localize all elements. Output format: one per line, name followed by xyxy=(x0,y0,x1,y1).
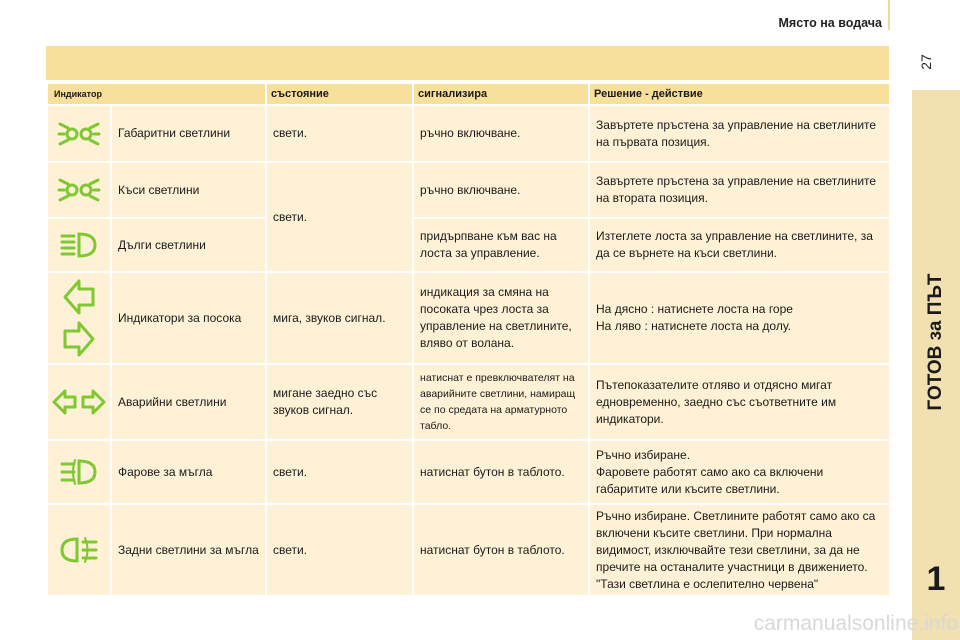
header-action: Решение - действие xyxy=(589,83,890,105)
watermark: carmanualsonline.info xyxy=(753,612,958,635)
page-header-title: Място на водача xyxy=(778,16,882,30)
indicator-name: Фарове за мъгла xyxy=(111,440,266,504)
indicator-action: Пътепоказателите отляво и отдясно мигат едновременно, заедно със съответните им индикатори. xyxy=(589,364,890,440)
indicator-state: свети. xyxy=(266,440,413,504)
low-beam-icon xyxy=(47,162,111,218)
table-row xyxy=(47,162,890,218)
indicator-name: Къси светлини xyxy=(111,162,266,218)
indicator-name: Габаритни светлини xyxy=(111,105,266,162)
table-row xyxy=(47,504,890,596)
indicator-state: мигане заедно със звуков сигнал. xyxy=(266,364,413,440)
chapter-sidebar xyxy=(912,90,960,640)
indicator-table xyxy=(46,82,891,597)
action-line: Ръчно избиране. xyxy=(596,447,691,462)
indicator-table-container xyxy=(46,46,889,597)
table-top-band xyxy=(46,46,889,82)
indicator-signal: натиснат бутон в таблото. xyxy=(413,440,589,504)
table-row xyxy=(47,440,890,504)
table-header-row xyxy=(47,83,890,105)
rear-fog-icon xyxy=(47,504,111,596)
page-number: 27 xyxy=(918,54,934,70)
action-line: На ляво : натиснете лоста на долу. xyxy=(596,319,791,333)
indicator-signal: натиснат бутон в таблото. xyxy=(413,504,589,596)
table-row xyxy=(47,105,890,162)
indicator-signal: ръчно включване. xyxy=(413,105,589,162)
indicator-state: свети. xyxy=(266,105,413,162)
indicator-signal: придърпване към вас на лоста за управление. xyxy=(413,218,589,272)
direction-indicators-icon xyxy=(47,272,111,364)
hazard-lights-icon xyxy=(47,364,111,440)
indicator-name: Дълги светлини xyxy=(111,218,266,272)
table-row xyxy=(47,364,890,440)
table-row xyxy=(47,218,890,272)
high-beam-icon xyxy=(47,218,111,272)
indicator-action: Изтеглете лоста за управление на светлините, за да се върнете на къси светлини. xyxy=(589,218,890,272)
indicator-action xyxy=(589,272,890,364)
indicator-state: свети. xyxy=(266,162,413,272)
action-line: На дясно : натиснете лоста на горе xyxy=(596,302,793,316)
indicator-action: Завъртете пръстена за управление на светлините на първата позиция. xyxy=(589,105,890,162)
indicator-name: Аварийни светлини xyxy=(111,364,266,440)
front-fog-icon xyxy=(47,440,111,504)
header-state: състояние xyxy=(266,83,413,105)
indicator-state: мига, звуков сигнал. xyxy=(266,272,413,364)
indicator-signal: ръчно включване. xyxy=(413,162,589,218)
indicator-signal: натиснат е превключвателят на аварийните светлини, намиращ се по средата на арматурното табло. xyxy=(413,364,589,440)
indicator-action: Завъртете пръстена за управление на светлините на втората позиция. xyxy=(589,162,890,218)
indicator-name: Индикатори за посока xyxy=(111,272,266,364)
table-row xyxy=(47,272,890,364)
chapter-title: ГОТОВ за ПЪТ xyxy=(925,273,946,411)
header-indicator: Индикатор xyxy=(47,83,266,105)
indicator-signal: индикация за смяна на посоката чрез лоста за управление на светлините, вляво от волана. xyxy=(413,272,589,364)
indicator-state: свети. xyxy=(266,504,413,596)
chapter-number: 1 xyxy=(926,560,946,598)
header-divider xyxy=(888,0,890,30)
action-line: Фаровете работят само ако са включени габаритите или късите светлини. xyxy=(596,464,824,496)
indicator-action xyxy=(589,440,890,504)
header-signal: сигнализира xyxy=(413,83,589,105)
indicator-action: Ръчно избиране. Светлините работят само ако са включени късите светлини. При нормална видимост, изключвайте тези светлини, за да не пречите на останалите участници в движението. "Тази светлина е ослепително червена" xyxy=(589,504,890,596)
sidelights-icon xyxy=(47,105,111,162)
indicator-name: Задни светлини за мъгла xyxy=(111,504,266,596)
